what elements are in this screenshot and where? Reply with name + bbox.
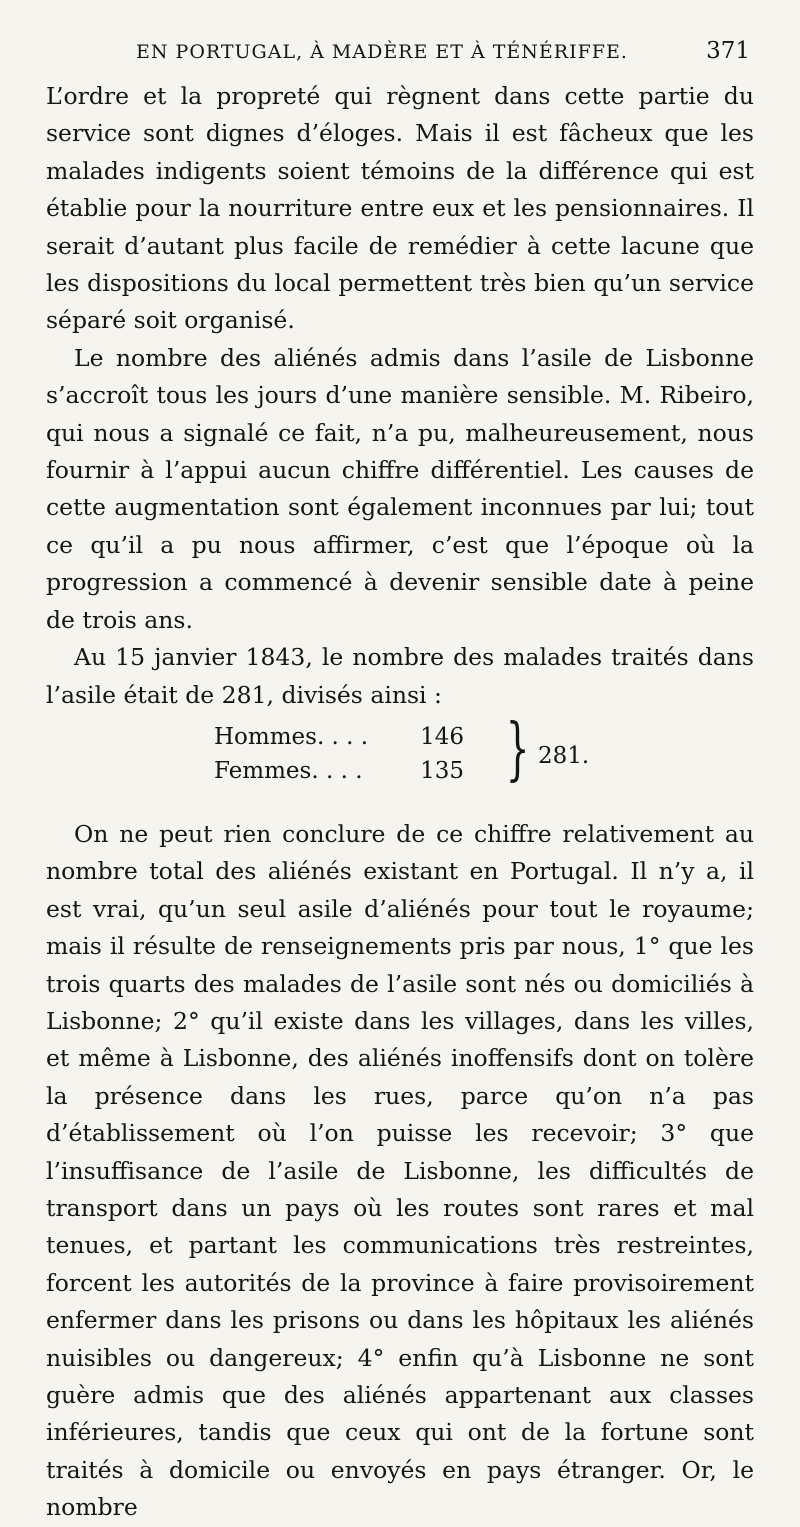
running-header: [136, 38, 750, 78]
running-title: EN PORTUGAL, À MADÈRE ET À TÉNÉRIFFE.: [136, 41, 628, 63]
row-label: Hommes. . . .: [214, 723, 369, 750]
table-total: 281.: [538, 742, 590, 769]
paragraph: Le nombre des aliénés admis dans l’asile de Lisbonne s’accroît tous les jours d’une manière sensible. M. Ribeiro, qui nous a signalé ce fait, n’a pu, malheureusement, nous fournir à l’appui aucun chiffre différentiel. Les causes de cette augmentation sont également inconnues par lui; tout ce qu’il a pu nous affirmer, c’est que l’époque où la progression a commencé à devenir sensible date à peine de trois ans.: [46, 343, 754, 634]
table-row-women: [214, 758, 464, 784]
page-number: 371: [706, 38, 750, 64]
brace-glyph: }: [505, 709, 530, 789]
row-value: 146: [420, 723, 464, 750]
paragraph: Au 15 janvier 1843, le nombre des malades traités dans l’asile était de 281, divisés ainsi :: [46, 643, 754, 709]
paragraph: On ne peut rien conclure de ce chiffre relativement au nombre total des aliénés existant en Portugal. Il n’y a, il est vrai, qu’un seul asile d’aliénés pour tout le royaume; mais il résulte de renseignements pris par nous, 1° que les trois quarts des malades de l’asile sont nés ou domiciliés à Lisbonne; 2° qu’il existe dans les villages, dans les villes, et même à Lisbonne, des aliénés inoffensifs dont on tolère la présence dans les rues, parce qu’on n’a pas d’établissement où l’on puisse les recevoir; 3° que l’insuffisance de l’asile de Lisbonne, les difficultés de transport dans un pays où les routes sont rares et mal tenues, et partant les communications très restreintes, forcent les autorités de la province à faire provisoirement enfermer dans les prisons ou dans les hôpitaux les aliénés nuisibles ou dangereux; 4° enfin qu’à Lisbonne ne sont guère admis que des aliénés appartenant aux classes inférieures, tandis que ceux qui ont de la fortune sont traités à domicile ou envoyés en pays étranger. Or, le nombre: [46, 819, 754, 1522]
body-text: [46, 78, 754, 1527]
paragraph: L’ordre et la propreté qui règnent dans cette partie du service sont dignes d’éloges. Mais il est fâcheux que les malades indigents soient témoins de la différence qui est établie pour la nourriture entre eux et les pensionnaires. Il serait d’autant plus facile de remédier à cette lacune que les dispositions du local permettent très bien qu’un service séparé soit organisé.: [46, 82, 754, 335]
row-value: 135: [420, 757, 464, 784]
patient-count-table: [46, 709, 754, 806]
row-label: Femmes. . . .: [214, 757, 363, 784]
table-row-men: [214, 724, 464, 750]
